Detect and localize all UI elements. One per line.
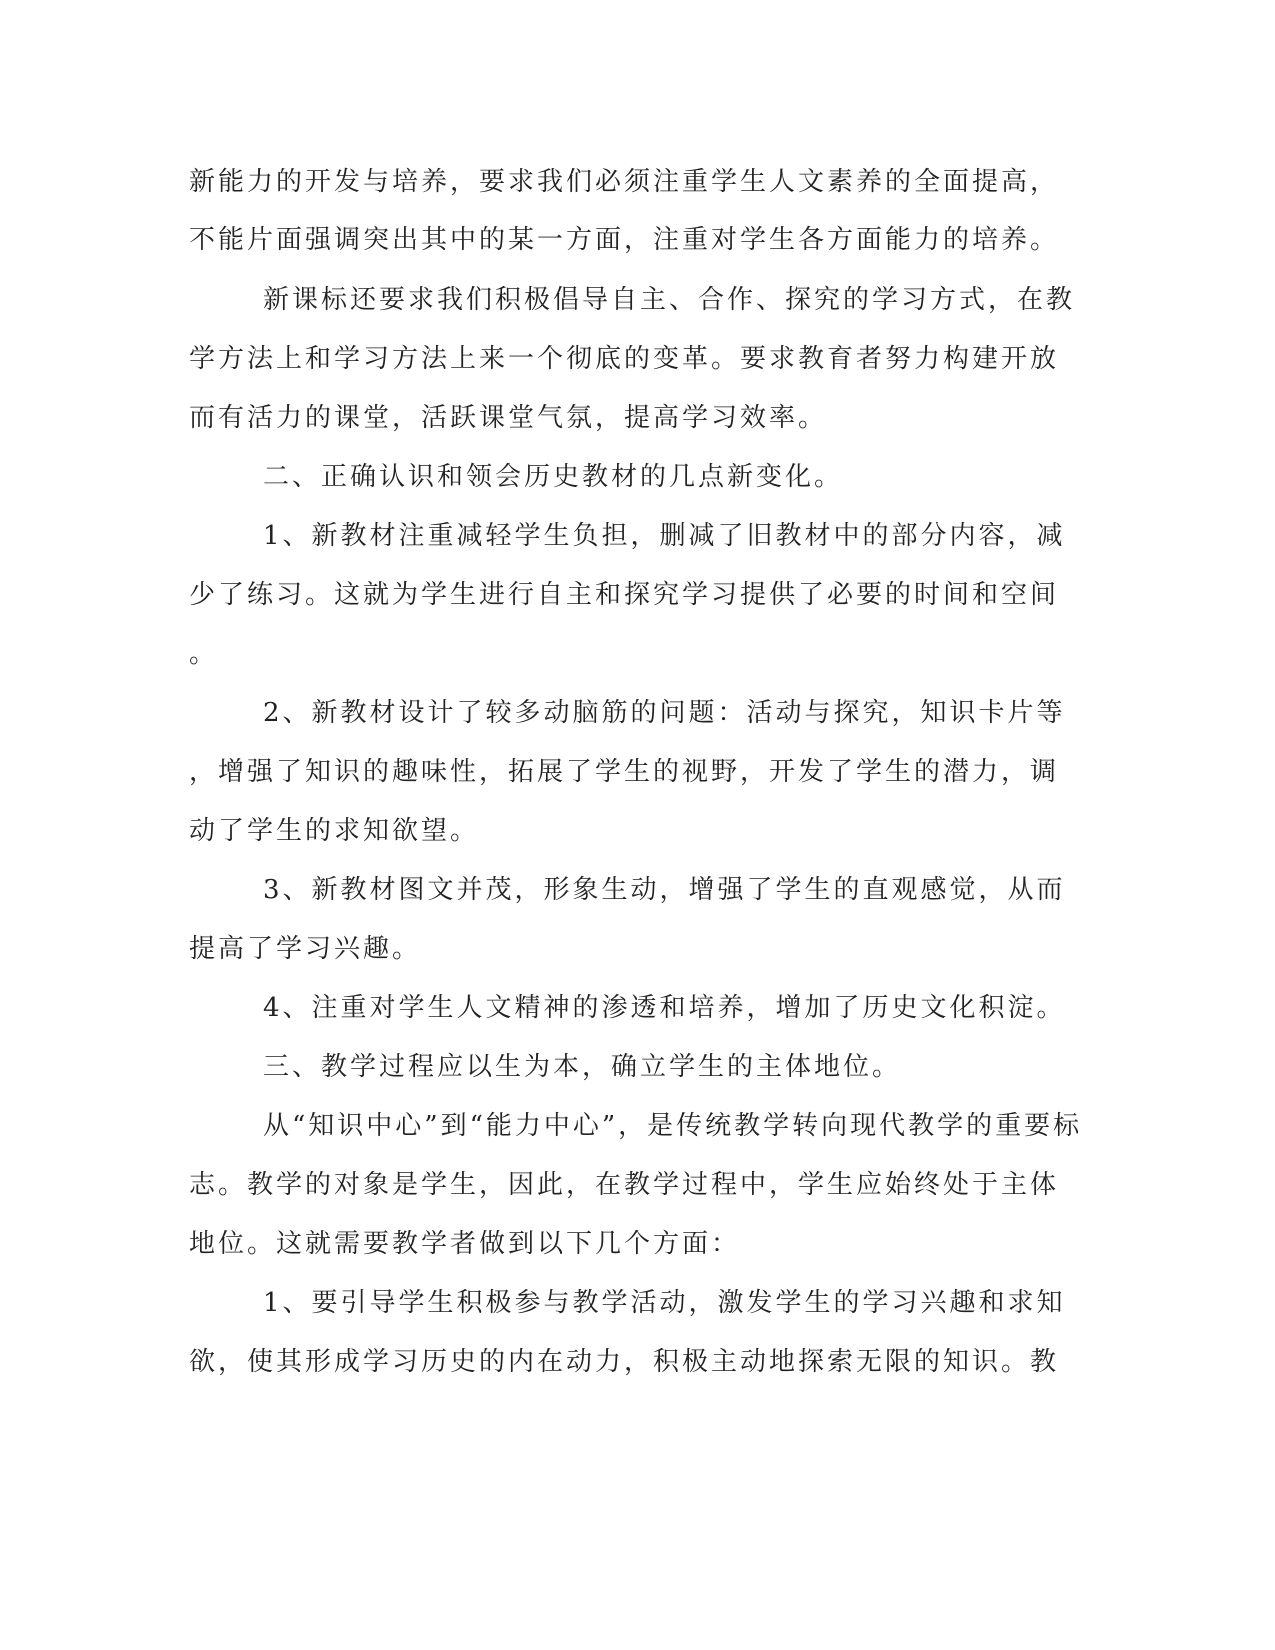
list-item-3-start: 3、新教材图文并茂，形象生动，增强了学生的直观感觉，从而 (263, 875, 1066, 905)
text-line-1: 新能力的开发与培养，要求我们必须注重学生人文素养的全面提高， (189, 167, 1060, 197)
paragraph-start-line: 新课标还要求我们积极倡导自主、合作、探究的学习方式，在教 (263, 285, 1076, 315)
text-line-21: 欲，使其形成学习历史的内在动力，积极主动地探索无限的知识。教 (189, 1347, 1060, 1377)
text-line-5: 而有活力的课堂，活跃课堂气氛，提高学习效率。 (189, 403, 828, 433)
text-line-18: 志。教学的对象是学生，因此，在教学过程中，学生应始终处于主体 (189, 1170, 1060, 1200)
text-line-8: 少了练习。这就为学生进行自主和探究学习提供了必要的时间和空间 (189, 580, 1060, 610)
text-line-14: 提高了学习兴趣。 (189, 934, 422, 964)
text-line-12: 动了学生的求知欲望。 (189, 816, 480, 846)
list-item-1-start: 1、新教材注重减轻学生负担，删减了旧教材中的部分内容，减 (263, 521, 1066, 551)
paragraph-start-line-2: 从“知识中心”到“能力中心”，是传统教学转向现代教学的重要标 (263, 1111, 1083, 1141)
text-line-2: 不能片面强调突出其中的某一方面，注重对学生各方面能力的培养。 (189, 225, 1060, 255)
list-item-2-start: 2、新教材设计了较多动脑筋的问题：活动与探究，知识卡片等 (263, 698, 1066, 728)
list-item-5-start: 1、要引导学生积极参与教学活动，激发学生的学习兴趣和求知 (263, 1288, 1066, 1318)
section-heading-2: 二、正确认识和领会历史教材的几点新变化。 (263, 462, 844, 492)
list-item-4: 4、注重对学生人文精神的渗透和培养，增加了历史文化积淀。 (263, 993, 1066, 1023)
text-line-9: 。 (189, 639, 219, 669)
text-line-11: ，增强了知识的趣味性，拓展了学生的视野，开发了学生的潜力，调 (189, 757, 1060, 787)
text-line-19: 地位。这就需要教学者做到以下几个方面： (189, 1229, 741, 1259)
section-heading-3: 三、教学过程应以生为本，确立学生的主体地位。 (263, 1052, 902, 1082)
text-line-4: 学方法上和学习方法上来一个彻底的变革。要求教育者努力构建开放 (189, 344, 1060, 374)
